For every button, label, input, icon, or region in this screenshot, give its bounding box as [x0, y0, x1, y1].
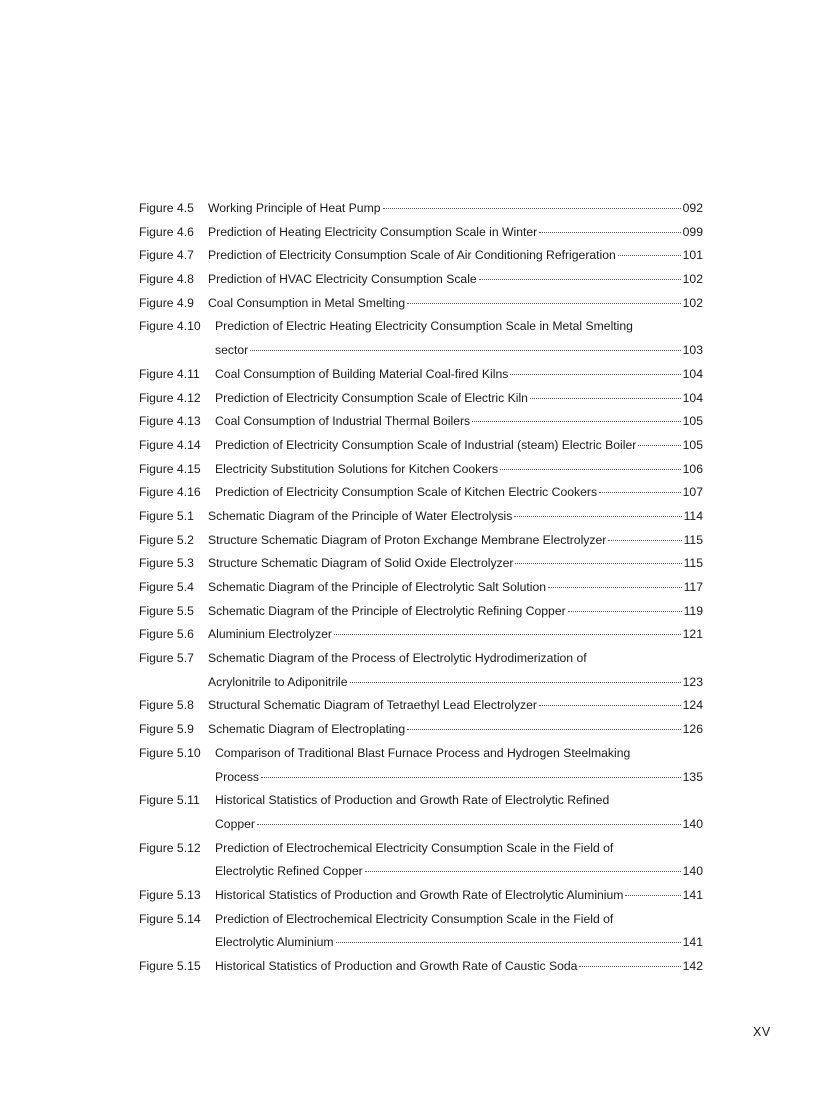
toc-line: [139, 458, 703, 482]
figure-label: Figure 5.13: [139, 887, 201, 902]
toc-line: [139, 766, 703, 790]
figure-label: Figure 4.6: [139, 224, 194, 239]
figure-label: Figure 4.5: [139, 201, 194, 215]
toc-entry[interactable]: [139, 694, 703, 718]
dot-leader: [407, 729, 681, 730]
figure-title: Historical Statistics of Production and Growth Rate of Electrolytic Aluminium: [215, 887, 624, 902]
figure-title: Schematic Diagram of the Principle of Electrolytic Salt Solution: [208, 580, 547, 594]
dot-leader: [608, 540, 681, 541]
toc-entry[interactable]: [139, 410, 703, 434]
page-ref: 115: [683, 532, 703, 547]
page-ref: 102: [682, 272, 703, 287]
toc-entry[interactable]: [139, 434, 703, 458]
dot-leader: [618, 255, 681, 256]
dot-leader: [383, 208, 681, 209]
toc-line: [139, 410, 703, 434]
figure-label: Figure 5.10: [139, 745, 201, 760]
figure-title: Historical Statistics of Production and Growth Rate of Caustic Soda: [215, 959, 578, 973]
page-ref: 099: [682, 224, 703, 239]
figure-label: Figure 5.9: [139, 722, 194, 737]
dot-leader: [257, 824, 681, 825]
toc-line: [139, 552, 703, 576]
figure-title: Prediction of HVAC Electricity Consumption Scale: [208, 272, 477, 287]
figure-label: Figure 4.10: [139, 319, 201, 334]
page-ref: 121: [682, 627, 703, 642]
toc-line: [139, 576, 703, 600]
dot-leader: [638, 445, 680, 446]
toc-entry[interactable]: [139, 387, 703, 411]
toc-entry[interactable]: [139, 600, 703, 624]
page-ref: 126: [682, 722, 703, 737]
dot-leader: [479, 279, 681, 280]
toc-line: [139, 387, 703, 411]
toc-entry[interactable]: [139, 576, 703, 600]
figure-title: Coal Consumption of Industrial Thermal Boilers: [215, 414, 471, 429]
page-ref: 124: [682, 698, 703, 713]
dot-leader: [250, 350, 680, 351]
toc-entry[interactable]: [139, 221, 703, 245]
figure-title: Schematic Diagram of the Process of Electrolytic Hydrodimerization of: [208, 651, 587, 666]
toc-entry[interactable]: [139, 197, 703, 221]
dot-leader: [548, 587, 682, 588]
toc-line: [139, 268, 703, 292]
page-ref: 141: [682, 887, 703, 902]
dot-leader: [599, 492, 681, 493]
figure-title: Coal Consumption of Building Material Coal-fired Kilns: [215, 366, 509, 381]
figure-label: Figure 5.11: [139, 793, 200, 808]
toc-line: [139, 292, 703, 316]
toc-line: [139, 718, 703, 742]
figure-title: Structure Schematic Diagram of Proton Exchange Membrane Electrolyzer: [208, 532, 607, 547]
toc-line: [139, 931, 703, 955]
figure-title: Aluminium Electrolyzer: [208, 627, 332, 642]
figure-label: Figure 5.4: [139, 580, 194, 594]
toc-line: [139, 529, 703, 553]
figure-title: Electrolytic Refined Copper: [215, 864, 363, 879]
page-ref: 105: [682, 414, 703, 429]
page-ref: 104: [682, 390, 703, 405]
toc-line: [139, 837, 703, 861]
figure-title: Structure Schematic Diagram of Solid Oxide Electrolyzer: [208, 556, 514, 571]
toc-entry[interactable]: [139, 315, 703, 362]
figure-label: Figure 4.13: [139, 414, 201, 429]
figure-label: Figure 4.8: [139, 272, 194, 287]
toc-line: [139, 221, 703, 245]
toc-line: [139, 315, 703, 339]
figure-label: Figure 5.6: [139, 627, 194, 642]
dot-leader: [515, 563, 681, 564]
dot-leader: [625, 895, 680, 896]
figure-label: Figure 5.3: [139, 556, 194, 571]
toc-line: [139, 884, 703, 908]
figure-label: Figure 4.11: [139, 366, 200, 381]
figure-title: Coal Consumption in Metal Smelting: [208, 295, 406, 310]
page-ref: 114: [683, 508, 703, 523]
dot-leader: [568, 611, 682, 612]
figure-title: Prediction of Electricity Consumption Scale of Electric Kiln: [215, 390, 528, 405]
page-ref: 103: [682, 343, 703, 358]
dot-leader: [407, 303, 681, 304]
figure-label: Figure 5.8: [139, 698, 194, 713]
toc-entry[interactable]: [139, 908, 703, 955]
figure-label: Figure 5.14: [139, 911, 201, 926]
figure-title: Process: [215, 769, 260, 784]
page-number: XV: [753, 1025, 771, 1039]
figure-label: Figure 5.1: [139, 508, 194, 523]
toc-entry[interactable]: [139, 458, 703, 482]
dot-leader: [514, 516, 681, 517]
toc-entry[interactable]: [139, 789, 703, 836]
toc-entry[interactable]: [139, 742, 703, 789]
figure-label: Figure 5.12: [139, 840, 201, 855]
toc-entry[interactable]: [139, 647, 703, 694]
figure-label: Figure 4.12: [139, 390, 201, 405]
toc-line: [139, 600, 703, 624]
figure-title: Prediction of Electrochemical Electricity Consumption Scale in the Field of: [215, 911, 614, 926]
dot-leader: [579, 966, 680, 967]
figure-label: Figure 5.7: [139, 651, 194, 666]
page-ref: 106: [682, 461, 703, 476]
toc-line: [139, 694, 703, 718]
dot-leader: [539, 232, 680, 233]
dot-leader: [472, 421, 681, 422]
toc-line: [139, 955, 703, 979]
toc-entry[interactable]: [139, 529, 703, 553]
toc-entry[interactable]: [139, 837, 703, 884]
figure-title: Copper: [215, 816, 255, 831]
dot-leader: [539, 705, 681, 706]
dot-leader: [510, 374, 680, 375]
list-of-figures: [139, 197, 703, 979]
figure-title: Prediction of Electricity Consumption Scale of Kitchen Electric Cookers: [215, 485, 598, 500]
figure-title: Schematic Diagram of the Principle of Water Electrolysis: [208, 508, 513, 523]
page-ref: 119: [683, 603, 703, 618]
toc-line: [139, 434, 703, 458]
toc-line: [139, 197, 703, 221]
dot-leader: [350, 682, 681, 683]
toc-line: [139, 742, 703, 766]
toc-line: [139, 481, 703, 505]
page-ref: 115: [683, 556, 703, 571]
figure-title: Electricity Substitution Solutions for Kitchen Cookers: [215, 461, 499, 476]
dot-leader: [500, 469, 681, 470]
figure-label: Figure 5.2: [139, 532, 194, 547]
page-ref: 142: [682, 959, 703, 973]
dot-leader: [334, 634, 681, 635]
toc-line: [139, 244, 703, 268]
toc-line: [139, 671, 703, 695]
toc-line: [139, 647, 703, 671]
figure-title: Prediction of Electric Heating Electricity Consumption Scale in Metal Smelting: [215, 319, 633, 334]
page-ref: 117: [683, 580, 703, 594]
toc-entry[interactable]: [139, 718, 703, 742]
figure-title: Historical Statistics of Production and Growth Rate of Electrolytic Refined: [215, 793, 610, 808]
page-ref: 102: [682, 295, 703, 310]
figure-title: Schematic Diagram of the Principle of Electrolytic Refining Copper: [208, 603, 566, 618]
figure-title: Working Principle of Heat Pump: [208, 201, 381, 215]
figure-label: Figure 4.9: [139, 295, 194, 310]
figure-label: Figure 5.15: [139, 959, 201, 973]
page-ref: 105: [682, 437, 703, 452]
figure-title: Schematic Diagram of Electroplating: [208, 722, 406, 737]
toc-line: [139, 908, 703, 932]
toc-entry[interactable]: [139, 552, 703, 576]
page-ref: 104: [682, 366, 703, 381]
page-ref: 107: [682, 485, 703, 500]
figure-label: Figure 4.7: [139, 248, 194, 263]
page-ref: 140: [682, 816, 703, 831]
figure-title: Prediction of Electricity Consumption Scale of Industrial (steam) Electric Boiler: [215, 437, 637, 452]
figure-label: Figure 4.16: [139, 485, 201, 500]
toc-line: [139, 789, 703, 813]
figure-title: Comparison of Traditional Blast Furnace Process and Hydrogen Steelmaking: [215, 745, 631, 760]
page-ref: 123: [682, 674, 703, 689]
toc-line: [139, 813, 703, 837]
figure-title: Prediction of Electrochemical Electricity Consumption Scale in the Field of: [215, 840, 614, 855]
figure-label: Figure 4.15: [139, 461, 201, 476]
toc-line: [139, 363, 703, 387]
figure-title: Structural Schematic Diagram of Tetraethyl Lead Electrolyzer: [208, 698, 537, 713]
toc-entry[interactable]: [139, 481, 703, 505]
figure-label: Figure 5.5: [139, 603, 194, 618]
figure-title: Electrolytic Aluminium: [215, 935, 334, 950]
toc-entry[interactable]: [139, 884, 703, 908]
page-ref: 140: [682, 864, 703, 879]
toc-line: [139, 623, 703, 647]
dot-leader: [261, 777, 681, 778]
figure-title: sector: [215, 343, 249, 358]
toc-entry[interactable]: [139, 505, 703, 529]
page-ref: 092: [682, 201, 703, 215]
toc-entry[interactable]: [139, 292, 703, 316]
toc-entry[interactable]: [139, 955, 703, 979]
page-ref: 101: [682, 248, 703, 263]
toc-entry[interactable]: [139, 363, 703, 387]
dot-leader: [530, 398, 681, 399]
figure-label: Figure 4.14: [139, 437, 201, 452]
toc-entry[interactable]: [139, 623, 703, 647]
toc-entry[interactable]: [139, 268, 703, 292]
toc-line: [139, 339, 703, 363]
page-ref: 135: [682, 769, 703, 784]
figure-title: Prediction of Heating Electricity Consumption Scale in Winter: [208, 224, 538, 239]
figure-title: Acrylonitrile to Adiponitrile: [208, 674, 348, 689]
toc-line: [139, 860, 703, 884]
toc-entry[interactable]: [139, 244, 703, 268]
dot-leader: [365, 871, 681, 872]
page-ref: 141: [682, 935, 703, 950]
toc-line: [139, 505, 703, 529]
dot-leader: [336, 942, 681, 943]
figure-title: Prediction of Electricity Consumption Scale of Air Conditioning Refrigeration: [208, 248, 616, 263]
